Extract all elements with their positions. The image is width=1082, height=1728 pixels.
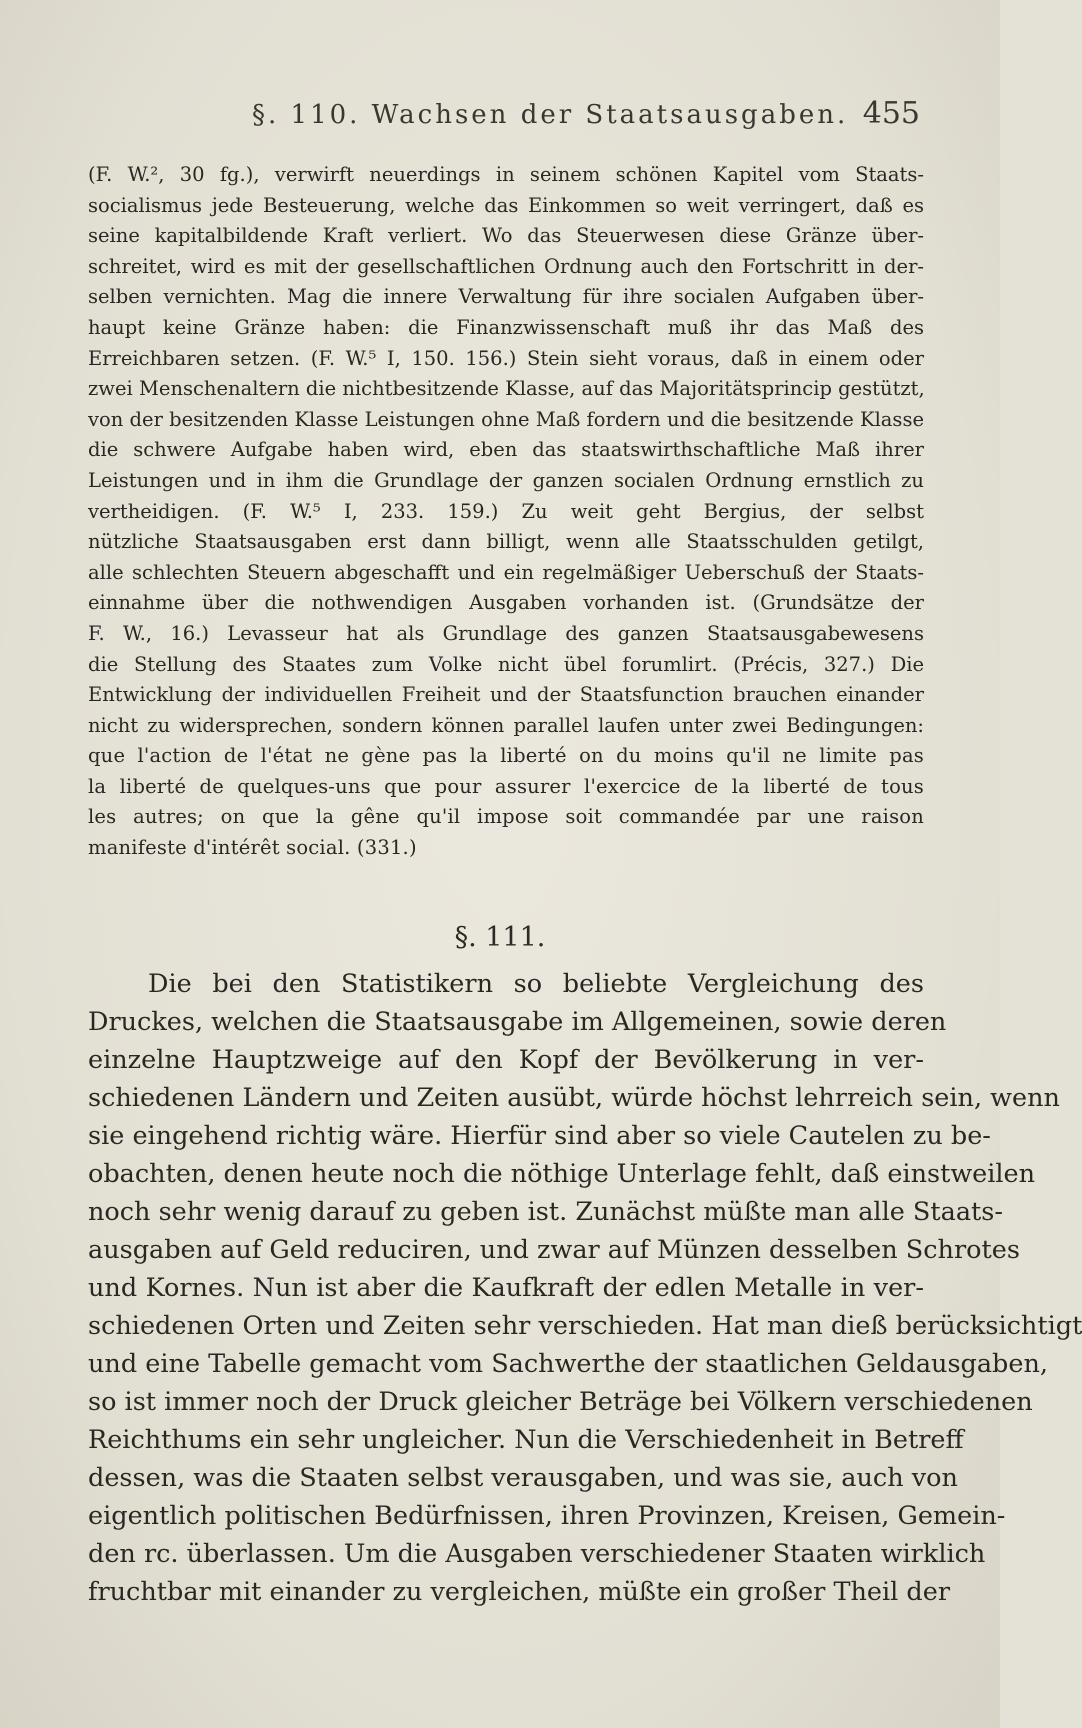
text-line: Reichthums ein sehr ungleicher. Nun die Verschiedenheit in Betreff (88, 1425, 964, 1455)
page-number: 455 (862, 96, 920, 131)
text-line: von der besitzenden Klasse Leistungen ohne Maß fordern und die besitzende Klasse (88, 407, 924, 431)
text-line: F. W., 16.) Levasseur hat als Grundlage des ganzen Staatsausgabewesens (88, 621, 924, 645)
section-heading: §. 111. (454, 922, 546, 953)
text-line: haupt keine Gränze haben: die Finanzwissenschaft muß ihr das Maß des (88, 315, 924, 339)
text-line: und eine Tabelle gemacht vom Sachwerthe der staatlichen Geldausgaben, (88, 1349, 1048, 1379)
text-line: ausgaben auf Geld reduciren, und zwar auf Münzen desselben Schrotes (88, 1235, 1020, 1265)
section-paragraph (88, 965, 1082, 1611)
text-line: den rc. überlassen. Um die Ausgaben verschiedener Staaten wirklich (88, 1539, 986, 1569)
text-line: eigentlich politischen Bedürfnissen, ihren Provinzen, Kreisen, Gemein- (88, 1501, 1006, 1531)
text-line: Die bei den Statistikern so beliebte Vergleichung des (148, 969, 924, 999)
text-line: zwei Menschenaltern die nichtbesitzende Klasse, auf das Majoritätsprincip gestützt, (88, 377, 925, 401)
running-title: §. 110. Wachsen der Staatsausgaben. (252, 100, 849, 130)
text-line: Druckes, welchen die Staatsausgabe im Allgemeinen, sowie deren (88, 1007, 947, 1037)
footnote-paragraph (88, 160, 924, 864)
french-quote-line: manifeste d'intérêt social. (331.) (88, 836, 417, 860)
text-line: seine kapitalbildende Kraft verliert. Wo das Steuerwesen diese Gränze über- (88, 224, 924, 248)
text-line: Entwicklung der individuellen Freiheit und der Staatsfunction brauchen einander (88, 683, 924, 707)
text-line: so ist immer noch der Druck gleicher Beträge bei Völkern verschiedenen (88, 1387, 1033, 1417)
text-line: nicht zu widersprechen, sondern können parallel laufen unter zwei Bedingungen: (88, 713, 924, 737)
text-line: (F. W.², 30 fg.), verwirft neuerdings in seinem schönen Kapitel vom Staats- (88, 163, 924, 186)
text-line: einnahme über die nothwendigen Ausgaben vorhanden ist. (Grundsätze der (88, 591, 924, 615)
text-line: nützliche Staatsausgaben erst dann billigt, wenn alle Staatsschulden getilgt, (88, 530, 924, 554)
french-quote-line: la liberté de quelques-uns que pour assurer l'exercice de la liberté de tous (88, 774, 924, 798)
text-line: dessen, was die Staaten selbst verausgaben, und was sie, auch von (88, 1463, 958, 1493)
text-line: sie eingehend richtig wäre. Hierfür sind aber so viele Cautelen zu be- (88, 1121, 991, 1151)
french-quote-line: les autres; on que la gêne qu'il impose soit commandée par une raison (88, 805, 924, 829)
text-line: Erreichbaren setzen. (F. W.⁵ I, 150. 156.) Stein sieht voraus, daß in einem oder (88, 346, 924, 370)
text-line: schiedenen Orten und Zeiten sehr verschieden. Hat man dieß berücksichtigt (88, 1311, 1082, 1341)
text-line: vertheidigen. (F. W.⁵ I, 233. 159.) Zu weit geht Bergius, der selbst (88, 499, 924, 523)
text-line: noch sehr wenig darauf zu geben ist. Zunächst müßte man alle Staats- (88, 1197, 1003, 1227)
text-line: einzelne Hauptzweige auf den Kopf der Bevölkerung in ver- (88, 1045, 924, 1075)
text-line: Leistungen und in ihm die Grundlage der ganzen socialen Ordnung ernstlich zu (88, 468, 924, 492)
text-line: obachten, denen heute noch die nöthige Unterlage fehlt, daß einstweilen (88, 1159, 1036, 1189)
french-quote-line: que l'action de l'état ne gène pas la liberté on du moins qu'il ne limite pas (88, 744, 924, 768)
text-line: alle schlechten Steuern abgeschafft und ein regelmäßiger Ueberschuß der Staats- (88, 560, 924, 584)
text-line: die Stellung des Staates zum Volke nicht übel forumlirt. (Précis, 327.) Die (88, 652, 924, 676)
text-line: selben vernichten. Mag die innere Verwaltung für ihre socialen Aufgaben über- (88, 285, 924, 309)
text-line: schiedenen Ländern und Zeiten ausübt, würde höchst lehrreich sein, wenn (88, 1083, 1060, 1113)
text-line: und Kornes. Nun ist aber die Kaufkraft der edlen Metalle in ver- (88, 1273, 924, 1303)
text-line: schreitet, wird es mit der gesellschaftlichen Ordnung auch den Fortschritt in der- (88, 254, 924, 278)
page-header (92, 96, 920, 136)
text-line: fruchtbar mit einander zu vergleichen, müßte ein großer Theil der (88, 1577, 951, 1607)
text-line: die schwere Aufgabe haben wird, eben das staatswirthschaftliche Maß ihrer (88, 438, 924, 462)
text-line: socialismus jede Besteuerung, welche das Einkommen so weit verringert, daß es (88, 193, 924, 217)
